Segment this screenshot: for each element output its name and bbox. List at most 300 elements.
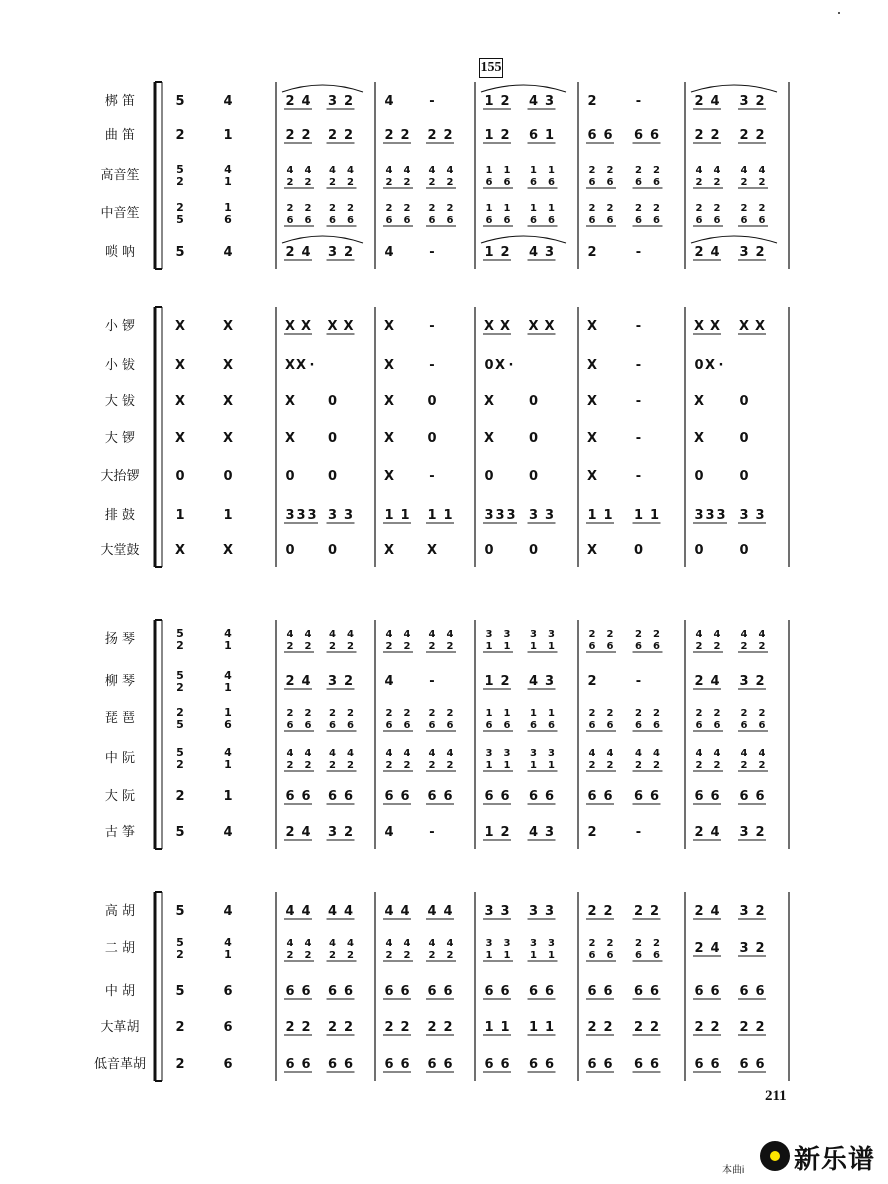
- note: 4: [384, 904, 394, 919]
- note: 2: [400, 128, 410, 143]
- note: 4: [301, 245, 311, 260]
- note: 6: [443, 984, 453, 999]
- note: 6: [400, 1057, 410, 1072]
- logo-brand: 新乐谱: [794, 1145, 876, 1175]
- note-top: 3: [548, 629, 555, 640]
- lead-note-top: 5: [176, 669, 184, 682]
- note: 6: [544, 1057, 555, 1072]
- note-top: 2: [758, 708, 766, 719]
- note: X: [754, 319, 766, 334]
- note-bottom: 6: [485, 720, 493, 731]
- note-bottom: 2: [635, 760, 642, 771]
- instrument-name: 曲 笛: [104, 128, 136, 143]
- note-top: 1: [503, 165, 511, 176]
- note-top: 4: [329, 629, 336, 640]
- note: 6: [285, 1057, 295, 1072]
- note: 6: [603, 1057, 613, 1072]
- lead-note-top: 4: [224, 746, 232, 759]
- note: 6: [739, 1057, 749, 1072]
- note: 2: [755, 94, 765, 109]
- lead-note-top: 4: [224, 163, 232, 176]
- note: 2: [694, 94, 704, 109]
- watermark-logo: [722, 1135, 882, 1175]
- lead-note-top: 5: [176, 746, 184, 759]
- instrument-name: 高 胡: [104, 904, 136, 919]
- note: 6: [603, 789, 613, 804]
- note: 2: [500, 94, 510, 109]
- note-top: 2: [446, 203, 454, 214]
- instrument-name: 大 锣: [104, 431, 136, 446]
- lead-note: 2: [175, 128, 185, 143]
- note-top: 2: [403, 203, 411, 214]
- note: 6: [587, 984, 597, 999]
- note: 4: [400, 904, 410, 919]
- note-top: 2: [635, 708, 642, 719]
- lead-note: 1: [175, 508, 185, 523]
- lead-note-top: 2: [176, 706, 184, 719]
- note: 6: [327, 1057, 338, 1072]
- note: 3: [327, 825, 338, 840]
- note-bottom: 2: [428, 177, 436, 188]
- note: 2: [694, 245, 704, 260]
- note: 3: [327, 674, 338, 689]
- note-bottom: 1: [548, 760, 555, 771]
- note-bottom: 6: [635, 215, 642, 226]
- instrument-name: 二 胡: [104, 941, 136, 956]
- note-bottom: 2: [446, 177, 454, 188]
- note: 2: [343, 94, 354, 109]
- note: 6: [528, 1057, 539, 1072]
- instrument-name: 琵 琶: [104, 711, 136, 726]
- note: -: [635, 469, 642, 484]
- lead-note: 6: [223, 984, 233, 999]
- note-bottom: 2: [695, 177, 703, 188]
- note: -: [635, 245, 642, 260]
- note: 4: [710, 94, 720, 109]
- note-bottom: 6: [713, 215, 721, 226]
- note: 6: [755, 984, 765, 999]
- note: 4: [528, 674, 539, 689]
- note: 3: [739, 245, 749, 260]
- note: 6: [528, 789, 539, 804]
- note-top: 2: [428, 203, 436, 214]
- note: 3: [327, 94, 338, 109]
- note-bottom: 2: [304, 760, 312, 771]
- note-bottom: 6: [530, 177, 537, 188]
- note: 4: [710, 245, 720, 260]
- note: 4: [710, 674, 720, 689]
- note: 4: [528, 825, 539, 840]
- note: 6: [500, 984, 510, 999]
- note-top: 4: [740, 165, 748, 176]
- note-bottom: 6: [485, 215, 493, 226]
- note-top: 2: [635, 629, 642, 640]
- note-top: 4: [385, 165, 393, 176]
- note: ·: [508, 358, 514, 373]
- note: 2: [587, 245, 597, 260]
- note: 6: [649, 984, 660, 999]
- note-bottom: 2: [385, 950, 393, 961]
- note-bottom: 1: [503, 950, 511, 961]
- note: 0: [694, 358, 704, 373]
- note: 2: [285, 128, 295, 143]
- note-top: 2: [606, 203, 614, 214]
- lead-note-bottom: 2: [176, 639, 184, 652]
- note: 0: [484, 469, 494, 484]
- note: 2: [755, 128, 765, 143]
- note: 0: [484, 358, 494, 373]
- note: 0: [285, 543, 295, 558]
- note-top: 1: [530, 708, 537, 719]
- slur: [481, 236, 566, 243]
- instrument-name: 大 阮: [104, 789, 136, 804]
- note: X: [383, 319, 395, 334]
- note-bottom: 1: [530, 760, 537, 771]
- lead-note-bottom: 1: [224, 175, 232, 188]
- note-top: 3: [485, 629, 493, 640]
- note: X: [383, 394, 395, 409]
- note: 3: [495, 508, 505, 523]
- note-bottom: 6: [606, 215, 614, 226]
- note: 3: [343, 508, 354, 523]
- note: 1: [633, 508, 644, 523]
- note: 6: [739, 789, 749, 804]
- note: -: [635, 94, 642, 109]
- note-top: 4: [385, 748, 393, 759]
- note-top: 4: [304, 629, 312, 640]
- note: 4: [710, 904, 720, 919]
- note: 6: [710, 789, 720, 804]
- note: 2: [285, 825, 295, 840]
- note-bottom: 2: [329, 950, 336, 961]
- instrument-name: 唢 呐: [104, 245, 136, 260]
- note: 2: [587, 94, 597, 109]
- note-top: 4: [758, 748, 766, 759]
- note-bottom: 6: [606, 720, 614, 731]
- note-top: 4: [347, 938, 354, 949]
- lead-note: 4: [223, 904, 233, 919]
- note: 3: [755, 508, 765, 523]
- note-top: 4: [758, 629, 766, 640]
- note: 4: [301, 94, 311, 109]
- note: 2: [633, 1020, 644, 1035]
- note-top: 4: [758, 165, 766, 176]
- note-top: 2: [695, 708, 703, 719]
- note-top: 1: [485, 165, 493, 176]
- note: 3: [327, 245, 338, 260]
- note: 4: [384, 674, 394, 689]
- note: 1: [603, 508, 613, 523]
- note: 0: [694, 469, 704, 484]
- note: 6: [301, 984, 311, 999]
- note-top: 4: [428, 748, 436, 759]
- note-bottom: 1: [548, 641, 555, 652]
- note-bottom: 6: [304, 720, 312, 731]
- note: 0: [739, 543, 749, 558]
- note-top: 4: [695, 165, 703, 176]
- note-bottom: 6: [588, 641, 596, 652]
- instrument-name: 中 阮: [104, 751, 136, 766]
- note: 3: [544, 245, 555, 260]
- note: 0: [633, 543, 644, 558]
- note-bottom: 2: [385, 760, 393, 771]
- note-bottom: 6: [485, 177, 493, 188]
- lead-note-bottom: 1: [224, 639, 232, 652]
- note: 6: [544, 984, 555, 999]
- note: 1: [544, 128, 555, 143]
- note: -: [635, 674, 642, 689]
- note: 6: [443, 789, 453, 804]
- note: 2: [587, 825, 597, 840]
- lead-note: X: [174, 394, 186, 409]
- note: X: [284, 431, 296, 446]
- note: 1: [484, 245, 494, 260]
- note-bottom: 6: [695, 720, 703, 731]
- note: 6: [528, 984, 539, 999]
- note: 2: [587, 674, 597, 689]
- note-bottom: 2: [758, 760, 766, 771]
- lead-note: 4: [223, 245, 233, 260]
- note: 0: [528, 469, 539, 484]
- instrument-name: 柳 琴: [104, 674, 136, 689]
- lead-note: 5: [175, 904, 185, 919]
- note: 3: [739, 825, 749, 840]
- lead-note-bottom: 2: [176, 681, 184, 694]
- note: 2: [755, 1020, 765, 1035]
- note-bottom: 6: [653, 177, 660, 188]
- note-top: 2: [286, 708, 294, 719]
- instrument-name: 扬 琴: [104, 632, 136, 647]
- note: 3: [716, 508, 726, 523]
- note: X: [383, 358, 395, 373]
- note: 2: [694, 1020, 704, 1035]
- note-top: 4: [403, 629, 411, 640]
- note-bottom: 6: [653, 720, 660, 731]
- lead-note: X: [174, 358, 186, 373]
- note-bottom: 6: [329, 215, 336, 226]
- note-bottom: 6: [403, 720, 411, 731]
- note: 4: [343, 904, 354, 919]
- note-bottom: 2: [758, 641, 766, 652]
- note: 1: [484, 1020, 494, 1035]
- note-top: 4: [286, 748, 294, 759]
- note-top: 2: [740, 203, 748, 214]
- note-bottom: 6: [347, 215, 354, 226]
- note-bottom: 2: [695, 641, 703, 652]
- lead-note-top: 2: [176, 201, 184, 214]
- note: -: [429, 245, 435, 260]
- note-bottom: 2: [304, 950, 312, 961]
- note-top: 2: [758, 203, 766, 214]
- slur: [691, 236, 777, 243]
- note-bottom: 6: [653, 215, 660, 226]
- note-top: 4: [286, 165, 294, 176]
- note-top: 2: [606, 165, 614, 176]
- lead-note: 4: [223, 94, 233, 109]
- note-bottom: 6: [503, 177, 511, 188]
- note: X: [586, 319, 598, 334]
- note: 4: [710, 825, 720, 840]
- note: 6: [343, 1057, 354, 1072]
- note: X: [383, 543, 395, 558]
- note: 6: [484, 1057, 494, 1072]
- note: 0: [427, 394, 437, 409]
- note: 2: [285, 94, 295, 109]
- note-top: 2: [606, 938, 614, 949]
- note: 1: [484, 94, 494, 109]
- note-top: 2: [385, 203, 393, 214]
- note: 1: [587, 508, 597, 523]
- note-top: 2: [606, 629, 614, 640]
- note: X: [738, 319, 750, 334]
- note: 1: [384, 508, 394, 523]
- note: 4: [384, 94, 394, 109]
- note-bottom: 6: [740, 720, 748, 731]
- note-top: 2: [653, 165, 660, 176]
- note: 6: [301, 1057, 311, 1072]
- note: 3: [500, 904, 510, 919]
- note-bottom: 2: [446, 760, 454, 771]
- note-top: 2: [347, 203, 354, 214]
- record-icon: [760, 1141, 790, 1171]
- lead-note-bottom: 2: [176, 758, 184, 771]
- rehearsal-mark: 155: [479, 58, 503, 78]
- lead-note: X: [174, 543, 186, 558]
- note-bottom: 2: [347, 760, 354, 771]
- note-bottom: 6: [446, 720, 454, 731]
- note: 2: [285, 674, 295, 689]
- note: 2: [755, 904, 765, 919]
- note: 2: [301, 128, 311, 143]
- note-top: 4: [713, 165, 721, 176]
- note: 6: [755, 789, 765, 804]
- note-bottom: 2: [286, 641, 294, 652]
- note-top: 2: [635, 165, 642, 176]
- note: 2: [633, 904, 644, 919]
- note-bottom: 6: [385, 720, 393, 731]
- note: 2: [427, 1020, 437, 1035]
- note: 0: [739, 469, 749, 484]
- note-bottom: 1: [548, 950, 555, 961]
- note: 0: [327, 431, 338, 446]
- note-top: 3: [530, 938, 537, 949]
- note: 0: [327, 543, 338, 558]
- instrument-name: 中 胡: [104, 984, 136, 999]
- note: 6: [755, 1057, 765, 1072]
- note: X: [586, 431, 598, 446]
- lead-note: 0: [223, 469, 233, 484]
- note-bottom: 1: [485, 760, 493, 771]
- note-top: 1: [485, 708, 493, 719]
- note: 6: [649, 128, 660, 143]
- note-top: 4: [446, 629, 454, 640]
- note: 2: [649, 1020, 660, 1035]
- note: 6: [285, 789, 295, 804]
- note-bottom: 2: [695, 760, 703, 771]
- note: 2: [694, 941, 704, 956]
- note-top: 3: [503, 748, 511, 759]
- note: 2: [443, 128, 453, 143]
- note: X: [544, 319, 555, 334]
- note-top: 2: [329, 203, 336, 214]
- note: 6: [633, 1057, 644, 1072]
- instrument-name: 大抬锣: [100, 469, 140, 484]
- note-top: 2: [635, 203, 642, 214]
- note-bottom: 6: [635, 720, 642, 731]
- page-number: 211: [765, 1088, 787, 1104]
- note-top: 1: [530, 165, 537, 176]
- note-bottom: 2: [329, 760, 336, 771]
- note: 3: [484, 904, 494, 919]
- note-top: 2: [304, 708, 312, 719]
- note-top: 2: [588, 938, 596, 949]
- note: 1: [484, 128, 494, 143]
- note: 0: [285, 469, 295, 484]
- note-bottom: 2: [385, 177, 393, 188]
- note-top: 2: [653, 629, 660, 640]
- note-top: 2: [446, 708, 454, 719]
- lead-note-top: 5: [176, 627, 184, 640]
- note: 1: [484, 674, 494, 689]
- note-top: 1: [548, 708, 555, 719]
- note: X: [284, 394, 296, 409]
- note: 3: [285, 508, 295, 523]
- note: -: [429, 674, 435, 689]
- note-top: 2: [304, 203, 312, 214]
- note-top: 4: [403, 748, 411, 759]
- note-bottom: 2: [428, 950, 436, 961]
- note: 3: [506, 508, 516, 523]
- note-bottom: 2: [740, 760, 748, 771]
- lead-note-bottom: 5: [176, 213, 184, 226]
- note-bottom: 6: [588, 215, 596, 226]
- instrument-name: 高音笙: [100, 168, 140, 183]
- note-top: 4: [653, 748, 660, 759]
- note-top: 4: [329, 938, 336, 949]
- instrument-name: 小 钹: [104, 358, 136, 373]
- note: 2: [343, 825, 354, 840]
- note: -: [635, 319, 642, 334]
- note: 6: [400, 789, 410, 804]
- note-bottom: 6: [530, 720, 537, 731]
- note: X: [586, 358, 598, 373]
- note-bottom: 2: [347, 641, 354, 652]
- note-top: 2: [588, 203, 596, 214]
- note-bottom: 2: [286, 950, 294, 961]
- note: 2: [427, 128, 437, 143]
- note-top: 4: [428, 629, 436, 640]
- note: X: [693, 394, 705, 409]
- lead-note: 2: [175, 1020, 185, 1035]
- lead-note-bottom: 2: [176, 948, 184, 961]
- note: X: [295, 358, 307, 373]
- lead-note: X: [222, 394, 234, 409]
- note: 4: [301, 674, 311, 689]
- note-top: 4: [446, 165, 454, 176]
- note: 6: [587, 1057, 597, 1072]
- lead-note-bottom: 1: [224, 948, 232, 961]
- note-top: 2: [740, 708, 748, 719]
- note-top: 2: [695, 203, 703, 214]
- note: 6: [528, 128, 539, 143]
- note: -: [635, 394, 642, 409]
- note-bottom: 2: [446, 641, 454, 652]
- note: 6: [384, 789, 394, 804]
- note: 2: [710, 128, 720, 143]
- note: 6: [400, 984, 410, 999]
- note-bottom: 6: [428, 215, 436, 226]
- note-bottom: 2: [347, 950, 354, 961]
